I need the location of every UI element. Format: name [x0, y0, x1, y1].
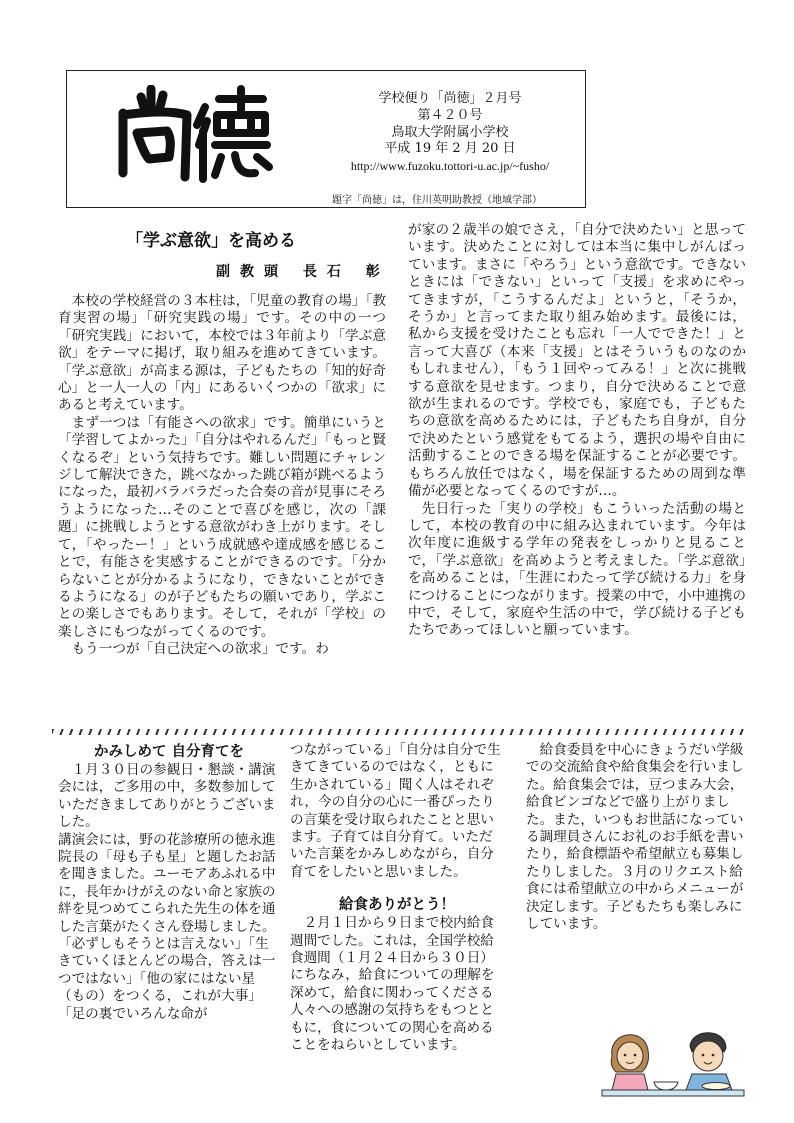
- masthead: [66, 70, 586, 208]
- article-column-right: [408, 222, 746, 640]
- bottom-column-1: [58, 742, 280, 1023]
- bottom-column-2: [290, 742, 504, 1055]
- school-url-link[interactable]: http://www.fuzoku.tottori-u.ac.jp/~fusho/: [350, 159, 550, 174]
- lunch-title: 給食ありがとう！: [339, 897, 455, 914]
- kamishimete-paragraph: １月３０日の参観日・懇談・講演会には，ご多用の中，多数参加していただきましてありがとうございました。: [58, 762, 276, 831]
- issue-date: 平成 19 年 2 月 20 日: [384, 141, 516, 157]
- kamishimete-title: かみしめて 自分育てを: [93, 744, 245, 760]
- school-name: 鳥取大学附属小学校: [391, 124, 509, 140]
- section-divider: [52, 729, 746, 735]
- lunch-paragraph: 給食委員を中心にきょうだい学級での交流給食や給食集会を行いました。給食集会では，豆つまみ大会，給食ビンゴなどで盛り上がりました。また，いつもお世話になっている調理員さんにお礼のお手紙を書いたり，給食標語や希望献立も募集したりしました。３月のリクエスト給食には希望献立の中からメニューが決定します。子どもたちも楽しみにしています。: [526, 742, 744, 933]
- newsletter-title: 学校便り「尚徳」２月号: [378, 91, 522, 106]
- article-column-left: [58, 293, 386, 659]
- calligraphy-logo: [111, 85, 279, 185]
- newsletter-info: [325, 91, 575, 175]
- issue-number: 第４２０号: [417, 107, 483, 123]
- article-title: 「学ぶ意欲」を高める: [126, 231, 296, 251]
- article-paragraph: もう一つが「自己決定への欲求」です。わ: [71, 641, 329, 658]
- article-paragraph: まず一つは「有能さへの欲求」です。簡単にいうと「学習してよかった」「自分はやれるんだ」「もっと賢くなるぞ」という気持ちです。難しい問題にチャレンジして解決できた，跳べなかった跳び箱が跳べるようになった，最初バラバラだった合奏の音が見事にそろうようになった…そのことで喜びを感じ，次の「課題」に挑戦しようとする意欲がわき上がります。そして，「やったー！」という成就感や達成感を感じることで，有能さを実感することができるのです。「分からないことが分かるようになり，できないことができるようになる」のが子どもたちの願いであり，学ぶことの楽しさでもあります。そして，それが「学校」の楽しさにもつながってくるのです。: [58, 414, 386, 640]
- bottom-column-3: [526, 742, 746, 933]
- kamishimete-continuation: つながっている」「自分は自分で生きてきているのではなく，ともに生かされている」聞く人はそれぞれ，今の自分の心に一番ぴったりの言葉を受け取られたことと思います。子育ては自分育て。いただいた言葉をかみしめながら，自分育てをしたいと思いました。: [290, 742, 501, 880]
- kamishimete-paragraph: 講演会には，野の花診療所の徳永進院長の「母も子も星」と題したお話を聞きました。ユーモアあふれる中に，長年かけがえのない命と家族の絆を見つめてこられた先生の体を通した言葉がたくさん登場しました。「必ずしもそうとは言えない」「生きていくほとんどの場合，答えは一つではない」「他の家にはない星（もの）をつくる，これが大事」「足の裏でいろんな命が: [58, 831, 276, 1022]
- children-eating-illustration: [598, 1018, 748, 1110]
- article-author: 副教頭 長石 彰: [216, 264, 390, 280]
- article-paragraph: が家の２歳半の娘でさえ，「自分で決めたい」と思っています。決めたことに対しては本当に集中しがんばっています。まさに「やろう」という意欲です。できないときには「できない」といって「支援」を求めにやってきますが，「こうするんだよ」というと，「そうか，そうか」と言ってまた取り組み始めます。最後には，私から支援を受けたことも忘れ「一人でできた！」と言って大喜び（本来「支援」とはそういうものなのかもしれません），「もう１回やってみる！」と次に挑戦する意欲を見せます。つまり，自分で決めることで意欲が生まれるのです。学校でも，家庭でも，子どもたちの意欲を高めるためには，子どもたち自身が，自分で決めたという感覚をもてるよう，選択の場や自由に活動することのできる場を保証することが必要です。もちろん放任ではなく，場を保証するための周到な準備が必要となってくるのですが…。: [408, 222, 746, 500]
- calligraphy-credit: 題字「尚徳」は，住川英明助教授（地域学部）: [332, 195, 542, 206]
- lunch-paragraph: ２月１日から９日まで校内給食週間でした。これは，全国学校給食週間（１月２４日から３０日）にちなみ，給食についての理解を深めて，給食に関わってくださる人々への感謝の気持ちをもつとともに，食についての関心を高めることをねらいとしています。: [290, 915, 495, 1054]
- article-paragraph: 本校の学校経営の３本柱は，「児童の教育の場」「教育実習の場」「研究実践の場」です。その中の一つ「研究実践」において，本校では３年前より「学ぶ意欲」をテーマに掲げ，取り組みを進めてきています。「学ぶ意欲」が高まる源は，子どもたちの「知的好奇心」と一人一人の「内」にあるいくつかの「欲求」にあると考えています。: [58, 293, 386, 414]
- article-paragraph: 先日行った「実りの学校」もこういった活動の場として，本校の教育の中に組み込まれています。今年は次年度に進級する学年の発表をしっかりと見ることで，「学ぶ意欲」を高めようと考えました。「学ぶ意欲」を高めることは，「生涯にわたって学び続ける力」を身につけることにつながります。授業の中で，小中連携の中で，そして，家庭や生活の中で，学び続ける子どもたちであってほしいと願っています。: [408, 500, 746, 639]
